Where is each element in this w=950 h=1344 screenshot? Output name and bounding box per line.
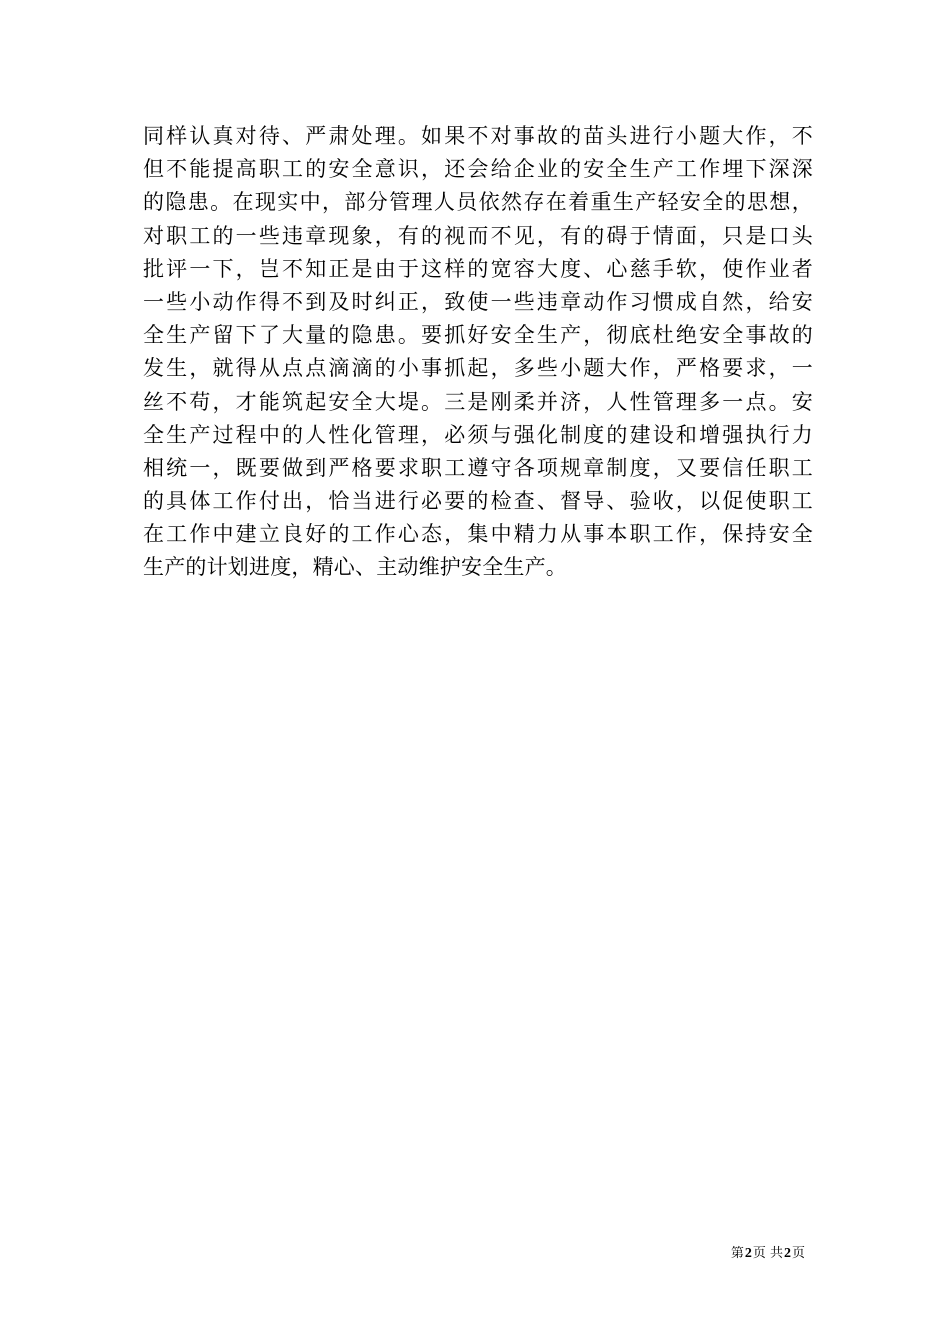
paragraph-line: 相统一，既要做到严格要求职工遵守各项规章制度，又要信任职工: [143, 455, 813, 480]
body-paragraph: [143, 120, 813, 585]
page-number-footer: [731, 1246, 805, 1262]
paragraph-line: 一些小动作得不到及时纠正，致使一些违章动作习惯成自然，给安: [143, 289, 813, 314]
footer-middle: 页 共: [752, 1246, 783, 1261]
total-page-number: 2: [783, 1246, 791, 1261]
footer-suffix: 页: [791, 1246, 805, 1261]
paragraph-line: 对职工的一些违章现象，有的视而不见，有的碍于情面，只是口头: [143, 223, 813, 248]
paragraph-line: 的隐患。在现实中，部分管理人员依然存在着重生产轻安全的思想，: [143, 190, 813, 215]
current-page-number: 2: [744, 1246, 752, 1261]
paragraph-line: 丝不苟，才能筑起安全大堤。三是刚柔并济，人性管理多一点。安: [143, 389, 813, 414]
paragraph-line: 但不能提高职工的安全意识，还会给企业的安全生产工作埋下深深: [143, 157, 813, 182]
paragraph-line: 的具体工作付出，恰当进行必要的检查、督导、验收，以促使职工: [143, 489, 813, 514]
paragraph-line: 在工作中建立良好的工作心态，集中精力从事本职工作，保持安全: [143, 522, 813, 547]
footer-prefix: 第: [730, 1246, 744, 1261]
paragraph-line: 批评一下，岂不知正是由于这样的宽容大度、心慈手软，使作业者: [143, 256, 813, 281]
paragraph-line: 发生，就得从点点滴滴的小事抓起，多些小题大作，严格要求，一: [143, 356, 813, 381]
paragraph-line-last: 生产的计划进度，精心、主动维护安全生产。: [143, 555, 567, 580]
paragraph-line: 同样认真对待、严肃处理。如果不对事故的苗头进行小题大作，不: [143, 124, 813, 148]
paragraph-line: 全生产留下了大量的隐患。要抓好安全生产，彻底杜绝安全事故的: [143, 323, 813, 348]
paragraph-line: 全生产过程中的人性化管理，必须与强化制度的建设和增强执行力: [143, 422, 813, 447]
